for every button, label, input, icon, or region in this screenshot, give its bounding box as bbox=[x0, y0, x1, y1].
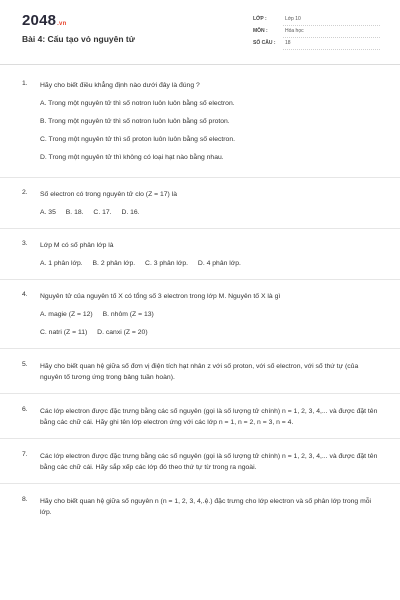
question-1 bbox=[0, 64, 400, 178]
question-text: Hãy cho biết quan hệ giữa số nguyên n (n = 1, 2, 3, 4,.ệ.) đặc trưng cho lớp electron và số phân lớp trong mỗi lớp. bbox=[40, 498, 372, 516]
meta-label: MÔN : bbox=[253, 28, 268, 34]
question-6 bbox=[0, 394, 400, 439]
answer-option-d[interactable]: D. 4 phân lớp. bbox=[197, 260, 241, 267]
question-number: 7. bbox=[22, 451, 28, 458]
answer-option-b[interactable]: B. Trong một nguyên tử thì số notron luôn luôn bằng số proton. bbox=[40, 118, 230, 125]
question-7 bbox=[0, 439, 400, 484]
question-text: Số electron có trong nguyên tử clo (Z = 17) là bbox=[40, 191, 177, 198]
question-text: Hãy cho biết điều khẳng định nào dưới đây là đúng ? bbox=[40, 82, 200, 89]
question-2 bbox=[0, 178, 400, 229]
meta-label: LỚP : bbox=[253, 16, 267, 22]
meta-row-subject bbox=[253, 26, 380, 38]
question-number: 2. bbox=[22, 189, 28, 196]
question-text: Các lớp electron được đặc trưng bằng các số nguyên (gọi là số lượng tử chính) n = 1, 2, 3, 4,... và được đặt tên bằng các chữ cái. Hãy sắp xếp các lớp đó theo thứ tự từ trong ra ngoài. bbox=[40, 453, 378, 471]
answer-option-a[interactable]: A. magie (Z = 12) bbox=[40, 311, 93, 318]
question-5 bbox=[0, 349, 400, 394]
meta-info bbox=[253, 14, 380, 50]
question-text: Nguyên tử của nguyên tố X có tổng số 3 electron trong lớp M. Nguyên tố X là gì bbox=[40, 293, 281, 300]
meta-value: Hóa học bbox=[283, 26, 380, 38]
answer-option-c[interactable]: C. Trong một nguyên tử thì số proton luôn luôn bằng số electron. bbox=[40, 136, 235, 143]
question-text: Các lớp electron được đặc trưng bằng các số nguyên (gọi là số lượng tử chính) n = 1, 2, 3, 4,... và được đặt tên bằng các chữ cái. Hãy ghi tên lớp electron ứng với các lớp n = 1, n = 2, n = 3, n = 4. bbox=[40, 408, 378, 426]
meta-label: SỐ CÂU : bbox=[253, 40, 276, 46]
answer-options bbox=[40, 259, 378, 269]
question-number: 4. bbox=[22, 291, 28, 298]
answer-option-d[interactable]: D. Trong một nguyên tử thì không có loại hạt nào bằng nhau. bbox=[40, 154, 224, 161]
answer-option-c[interactable]: C. 17. bbox=[93, 209, 112, 216]
answer-options bbox=[40, 208, 378, 218]
answer-option-b[interactable]: B. 2 phân lớp. bbox=[92, 260, 136, 267]
question-number: 8. bbox=[22, 496, 28, 503]
question-number: 3. bbox=[22, 240, 28, 247]
answer-option-a[interactable]: A. 35 bbox=[40, 209, 56, 216]
answer-option-b[interactable]: B. 18. bbox=[65, 209, 84, 216]
answer-option-a[interactable]: A. Trong một nguyên tử thì số notron luôn luôn bằng số electron. bbox=[40, 100, 235, 107]
question-number: 6. bbox=[22, 406, 28, 413]
logo-suffix: .vn bbox=[57, 21, 67, 27]
answer-options-row-1 bbox=[40, 310, 378, 320]
meta-value: 18 bbox=[283, 38, 380, 50]
question-number: 1. bbox=[22, 80, 28, 87]
question-text: Hãy cho biết quan hệ giữa số đơn vị điện tích hạt nhân z với số proton, với số electron, với số thứ tự (của nguyên tố tương ứng trong bảng tuần hoàn). bbox=[40, 363, 359, 381]
question-text: Lớp M có số phân lớp là bbox=[40, 242, 114, 249]
meta-value: Lớp 10 bbox=[283, 14, 380, 26]
logo-text: 2048 bbox=[22, 12, 57, 29]
question-4 bbox=[0, 280, 400, 349]
answer-options-row-2 bbox=[40, 328, 378, 338]
answer-option-b[interactable]: B. nhôm (Z = 13) bbox=[102, 311, 154, 318]
answer-option-d[interactable]: D. 16. bbox=[121, 209, 140, 216]
answer-option-c[interactable]: C. natri (Z = 11) bbox=[40, 329, 88, 336]
worksheet-header bbox=[0, 0, 400, 65]
question-8 bbox=[0, 484, 400, 524]
answer-option-d[interactable]: D. canxi (Z = 20) bbox=[97, 329, 148, 336]
site-logo[interactable] bbox=[22, 12, 66, 29]
lesson-title: Bài 4: Cấu tạo vỏ nguyên tử bbox=[22, 34, 135, 44]
question-list bbox=[0, 64, 400, 524]
question-number: 5. bbox=[22, 361, 28, 368]
answer-option-a[interactable]: A. 1 phân lớp. bbox=[40, 260, 83, 267]
question-3 bbox=[0, 229, 400, 280]
answer-option-c[interactable]: C. 3 phân lớp. bbox=[145, 260, 189, 267]
meta-row-class bbox=[253, 14, 380, 26]
meta-row-count bbox=[253, 38, 380, 50]
